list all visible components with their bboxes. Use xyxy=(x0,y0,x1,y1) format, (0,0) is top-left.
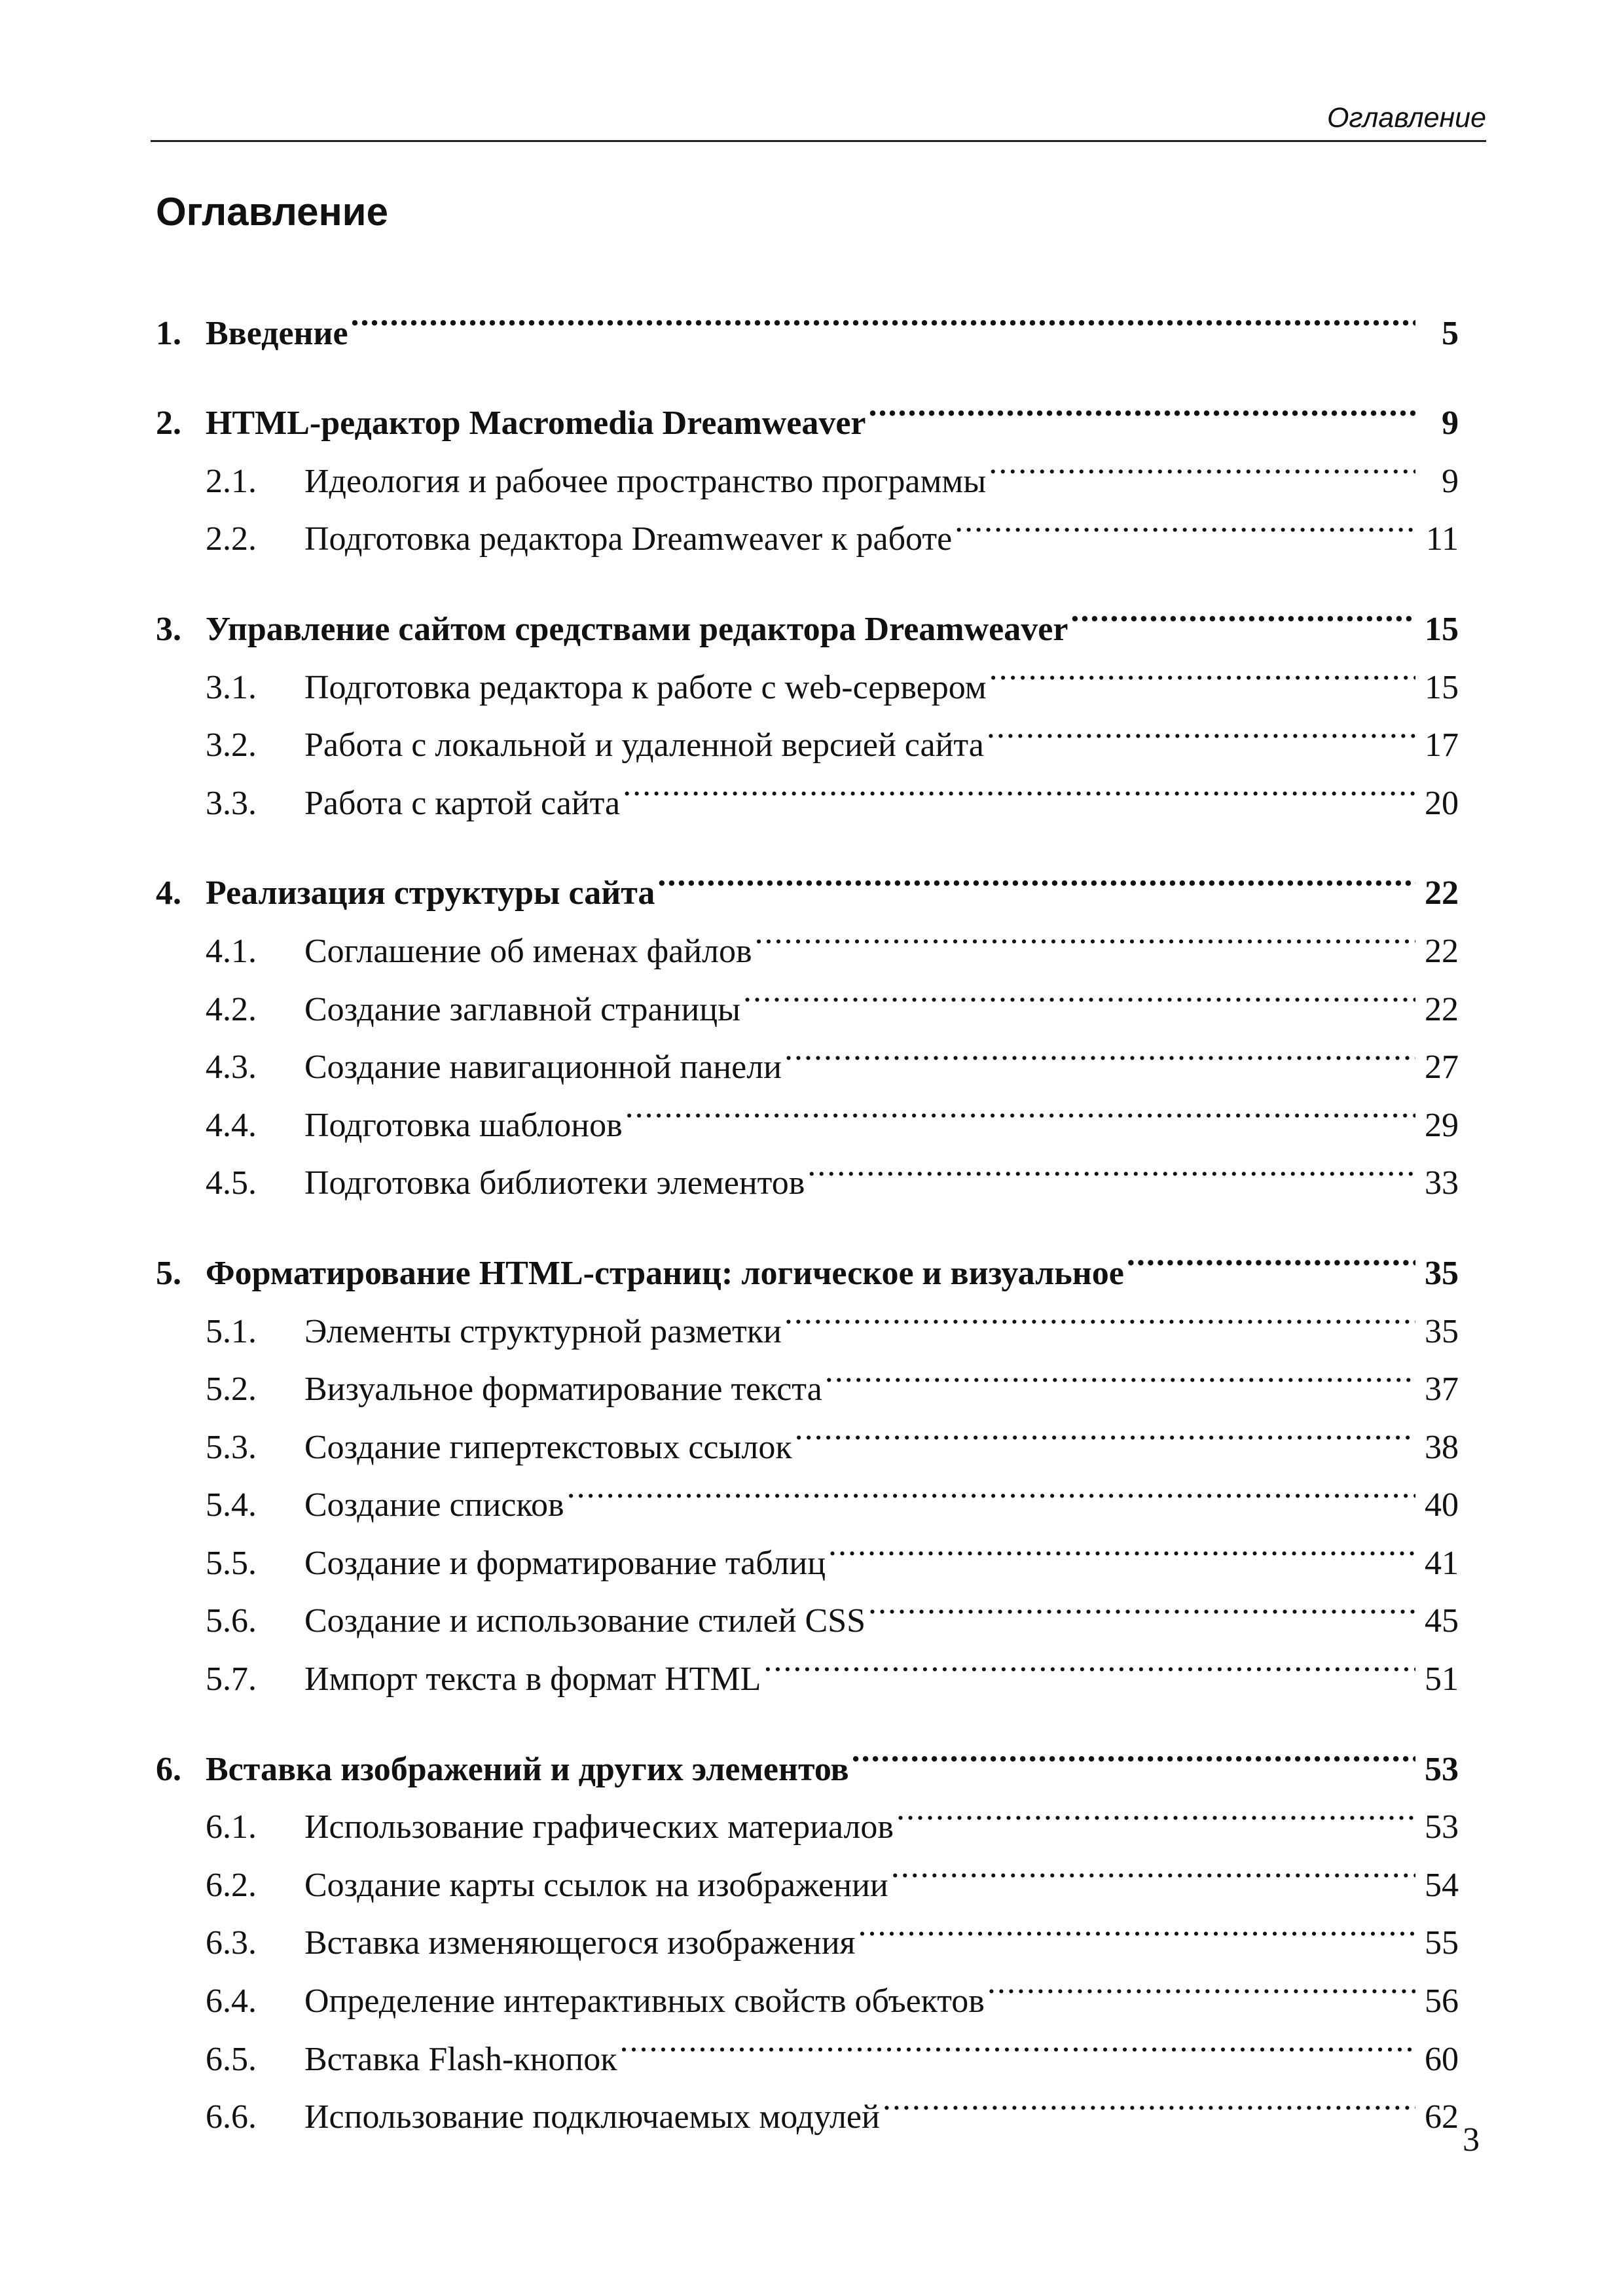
dot-leader xyxy=(795,1400,1415,1458)
toc-page: 15 xyxy=(1425,668,1459,706)
toc-page: 22 xyxy=(1425,874,1459,912)
dot-leader xyxy=(987,698,1415,757)
toc-number: 4. xyxy=(156,874,181,912)
toc-page: 20 xyxy=(1425,784,1459,822)
table-of-contents xyxy=(156,286,1459,2136)
toc-number: 3. xyxy=(156,610,181,648)
toc-number: 5.3. xyxy=(206,1428,257,1466)
toc-number: 6.5. xyxy=(206,2040,257,2078)
toc-number: 6.6. xyxy=(206,2098,257,2136)
page-number: 3 xyxy=(1463,2121,1480,2159)
toc-number: 4.2. xyxy=(206,990,257,1028)
toc-number: 3.3. xyxy=(206,784,257,822)
toc-number: 5.6. xyxy=(206,1602,257,1640)
toc-title: Форматирование HTML-страниц: логическое и визуальное xyxy=(206,1254,1124,1292)
toc-number: 3.2. xyxy=(206,726,257,764)
dot-leader xyxy=(858,1896,1415,1954)
toc-page: 22 xyxy=(1425,990,1459,1028)
toc-chapter-4[interactable] xyxy=(156,846,1459,912)
dot-leader xyxy=(987,1954,1415,2012)
dot-leader xyxy=(657,846,1415,905)
toc-page: 53 xyxy=(1425,1808,1459,1846)
dot-leader xyxy=(891,1838,1415,1896)
toc-page: 35 xyxy=(1425,1254,1459,1292)
toc-page: 15 xyxy=(1425,610,1459,648)
dot-leader xyxy=(351,286,1415,344)
toc-title: Элементы структурной разметки xyxy=(304,1312,782,1350)
dot-leader xyxy=(896,1780,1415,1839)
toc-title: Создание карты ссылок на изображении xyxy=(304,1866,888,1904)
toc-title: Создание гипертекстовых ссылок xyxy=(304,1428,792,1466)
toc-number: 4.4. xyxy=(206,1106,257,1144)
toc-page: 41 xyxy=(1425,1544,1459,1582)
toc-title: Работа с локальной и удаленной версией сайта xyxy=(304,726,984,764)
running-header: Оглавление xyxy=(151,98,1486,142)
dot-leader xyxy=(743,962,1415,1020)
dot-leader xyxy=(955,492,1415,550)
toc-title: Подготовка шаблонов xyxy=(304,1106,623,1144)
dot-leader xyxy=(989,640,1415,698)
toc-title: Управление сайтом средствами редактора Dreamweaver xyxy=(206,610,1068,648)
toc-title: Подготовка редактора к работе с web-сервером xyxy=(304,668,987,706)
toc-page: 22 xyxy=(1425,932,1459,970)
dot-leader xyxy=(784,1020,1415,1079)
toc-page: 33 xyxy=(1425,1164,1459,1202)
toc-page: 62 xyxy=(1425,2098,1459,2136)
toc-chapter-3[interactable] xyxy=(156,582,1459,648)
toc-page: 51 xyxy=(1425,1660,1459,1698)
toc-page: 38 xyxy=(1425,1428,1459,1466)
toc-number: 6.4. xyxy=(206,1982,257,2020)
toc-page: 55 xyxy=(1425,1924,1459,1962)
toc-chapter-2[interactable] xyxy=(156,376,1459,442)
dot-leader xyxy=(620,2012,1416,2070)
toc-number: 4.3. xyxy=(206,1049,257,1086)
toc-title: Использование графических материалов xyxy=(304,1808,894,1846)
toc-number: 6.3. xyxy=(206,1924,257,1962)
toc-number: 5. xyxy=(156,1254,181,1292)
toc-page: 45 xyxy=(1425,1602,1459,1640)
toc-page: 29 xyxy=(1425,1106,1459,1144)
toc-page: 56 xyxy=(1425,1982,1459,2020)
toc-page: 37 xyxy=(1425,1371,1459,1408)
toc-page: 17 xyxy=(1425,726,1459,764)
toc-chapter-5[interactable] xyxy=(156,1226,1459,1292)
toc-title: Идеология и рабочее пространство программы xyxy=(304,462,987,500)
toc-number: 5.5. xyxy=(206,1544,257,1582)
dot-leader xyxy=(828,1516,1415,1574)
toc-title: Создание и форматирование таблиц xyxy=(304,1544,826,1582)
toc-number: 4.1. xyxy=(206,932,257,970)
dot-leader xyxy=(1127,1226,1415,1284)
toc-title: Определение интерактивных свойств объектов xyxy=(304,1982,985,2020)
dot-leader xyxy=(869,376,1415,435)
dot-leader xyxy=(868,1574,1415,1632)
toc-number: 3.1. xyxy=(206,668,257,706)
toc-page: 27 xyxy=(1425,1049,1459,1086)
dot-leader xyxy=(625,1078,1415,1136)
toc-title: Вставка изменяющегося изображения xyxy=(304,1924,856,1962)
dot-leader xyxy=(567,1458,1415,1516)
toc-number: 5.4. xyxy=(206,1486,257,1524)
dot-leader xyxy=(763,1632,1415,1690)
page-title: Оглавление xyxy=(156,190,388,234)
toc-title: Соглашение об именах файлов xyxy=(304,932,752,970)
toc-page: 9 xyxy=(1442,462,1459,500)
dot-leader xyxy=(852,1722,1415,1780)
toc-page: 40 xyxy=(1425,1486,1459,1524)
toc-number: 2.2. xyxy=(206,520,257,558)
toc-number: 5.7. xyxy=(206,1660,257,1698)
toc-title: Работа с картой сайта xyxy=(304,784,621,822)
toc-page: 11 xyxy=(1425,520,1459,558)
toc-number: 2. xyxy=(156,404,181,442)
dot-leader xyxy=(623,756,1415,814)
toc-number: 5.2. xyxy=(206,1371,257,1408)
dot-leader xyxy=(807,1136,1415,1194)
toc-title: Подготовка редактора Dreamweaver к работе xyxy=(304,520,953,558)
toc-title: Визуальное форматирование текста xyxy=(304,1371,822,1408)
toc-chapter-1[interactable] xyxy=(156,286,1459,352)
toc-title: Использование подключаемых модулей xyxy=(304,2098,880,2136)
dot-leader xyxy=(825,1342,1415,1401)
toc-chapter-6[interactable] xyxy=(156,1722,1459,1788)
toc-page: 5 xyxy=(1442,314,1459,352)
toc-title: Создание навигационной панели xyxy=(304,1049,782,1086)
toc-title: HTML-редактор Macromedia Dreamweaver xyxy=(206,404,866,442)
toc-title: Создание и использование стилей CSS xyxy=(304,1602,866,1640)
toc-title: Подготовка библиотеки элементов xyxy=(304,1164,805,1202)
toc-title: Введение xyxy=(206,314,348,352)
dot-leader xyxy=(1070,582,1415,640)
toc-title: Вставка изображений и других элементов xyxy=(206,1750,849,1788)
toc-number: 6.1. xyxy=(206,1808,257,1846)
toc-number: 2.1. xyxy=(206,462,257,500)
toc-number: 4.5. xyxy=(206,1164,257,1202)
toc-title: Вставка Flash-кнопок xyxy=(304,2040,617,2078)
dot-leader xyxy=(989,434,1415,492)
toc-title: Реализация структуры сайта xyxy=(206,874,655,912)
toc-title: Создание списков xyxy=(304,1486,564,1524)
toc-page: 35 xyxy=(1425,1312,1459,1350)
dot-leader xyxy=(883,2070,1415,2128)
toc-number: 5.1. xyxy=(206,1312,257,1350)
toc-number: 6. xyxy=(156,1750,181,1788)
toc-page: 60 xyxy=(1425,2040,1459,2078)
toc-page: 53 xyxy=(1425,1750,1459,1788)
toc-number: 1. xyxy=(156,314,181,352)
toc-title: Создание заглавной страницы xyxy=(304,990,741,1028)
toc-page: 9 xyxy=(1442,404,1459,442)
toc-title: Импорт текста в формат HTML xyxy=(304,1660,761,1698)
toc-page: 54 xyxy=(1425,1866,1459,1904)
dot-leader xyxy=(755,904,1415,962)
dot-leader xyxy=(784,1284,1415,1342)
toc-number: 6.2. xyxy=(206,1866,257,1904)
